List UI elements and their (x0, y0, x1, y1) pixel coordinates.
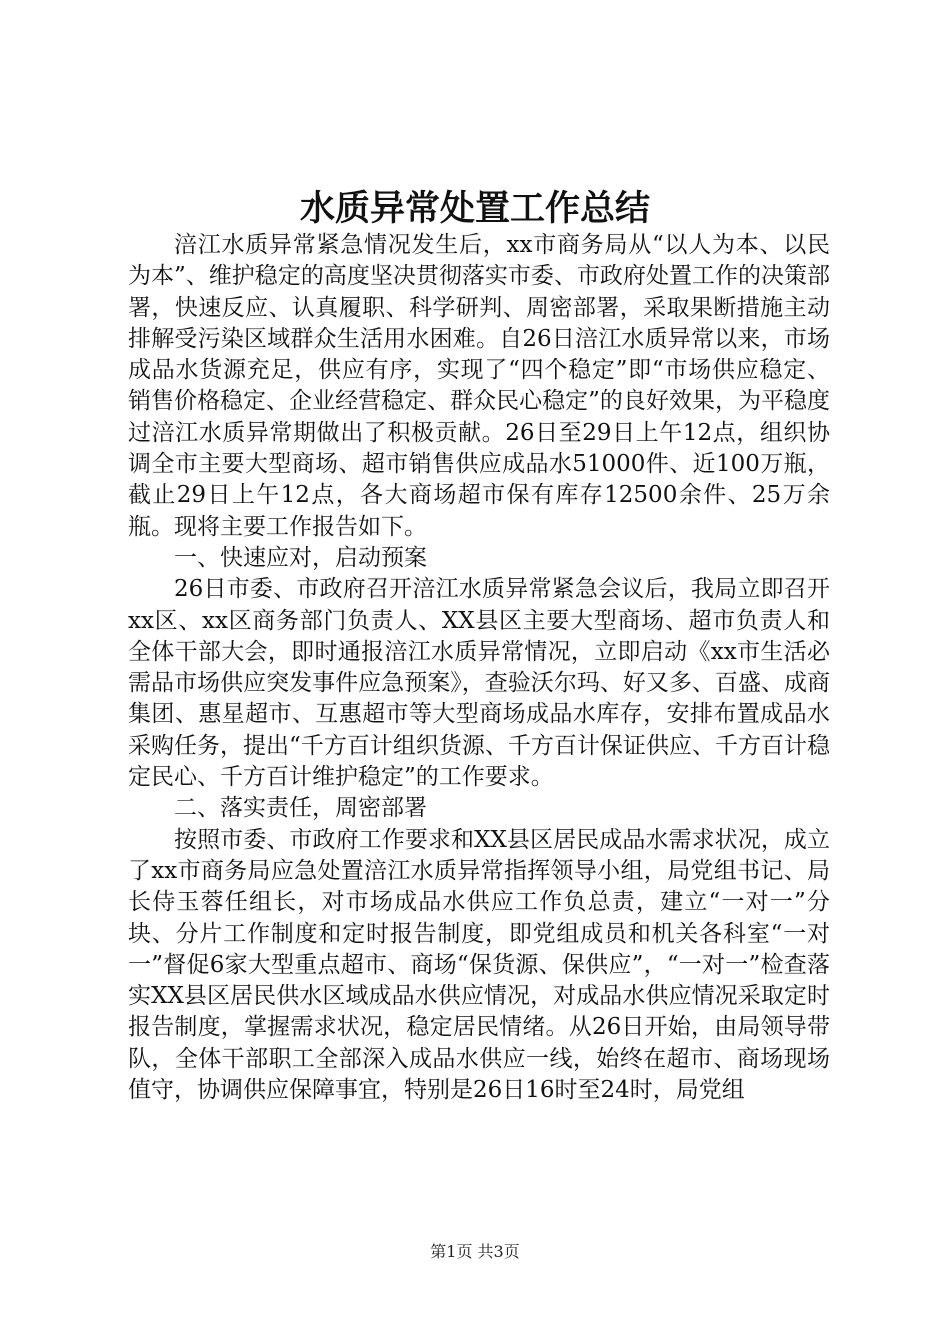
section-heading-2: 二、落实责任，周密部署 (174, 795, 427, 822)
document-title: 水质异常处置工作总结 (299, 188, 650, 229)
section-heading-1: 一、快速应对，启动预案 (174, 544, 427, 571)
paragraph-intro: 涪江水质异常紧急情况发生后，xx市商务局从“以人为本、以民为本”、维护稳定的高度坚决贯彻落实市委、市政府处置工作的决策部署，快速反应、认真履职、科学研判、周密部署，采取果断措施主动排解受污染区域群众生活用水困难。自26日涪江水质异常以来，市场成品水货源充足，供应有序，实现了“四个稳定”即“市场供应稳定、销售价格稳定、企业经营稳定、群众民心稳定”的良好效果，为平稳度过涪江水质异常期做出了积极贡献。26日至29日上午12点，组织协调全市主要大型商场、超市销售供应成品水51000件、近100万瓶，截止29日上午12点，各大商场超市保有库存12500余件、25万余瓶。现将主要工作报告如下。 (128, 232, 830, 540)
paragraph-section-2: 按照市委、市政府工作要求和XX县区居民成品水需求状况，成立了xx市商务局应急处置涪江水质异常指挥领导小组，局党组书记、局长侍玉蓉任组长，对市场成品水供应工作负总责，建立“一对一”分块、分片工作制度和定时报告制度，即党组成员和机关各科室“一对一”督促6家大型重点超市、商场“保货源、保供应”，“一对一”检查落实XX县区居民供水区域成品水供应情况，对成品水供应情况采取定时报告制度，掌握需求状况，稳定居民情绪。从26日开始，由局领导带队，全体干部职工全部深入成品水供应一线，始终在超市、商场现场值守，协调供应保障事宜，特别是26日16时至24时，局党组 (128, 826, 830, 1104)
document-body (128, 230, 830, 1106)
page-footer: 第1页 共3页 (430, 1242, 520, 1261)
paragraph-section-1: 26日市委、市政府召开涪江水质异常紧急会议后，我局立即召开xx区、xx区商务部门负责人、XX县区主要大型商场、超市负责人和全体干部大会，即时通报涪江水质异常情况，立即启动《xx市生活必需品市场供应突发事件应急预案》，查验沃尔玛、好又多、百盛、成商集团、惠星超市、互惠超市等大型商场成品水库存，安排布置成品水采购任务，提出“千方百计组织货源、千方百计保证供应、千方百计稳定民心、千方百计维护稳定”的工作要求。 (128, 576, 830, 791)
